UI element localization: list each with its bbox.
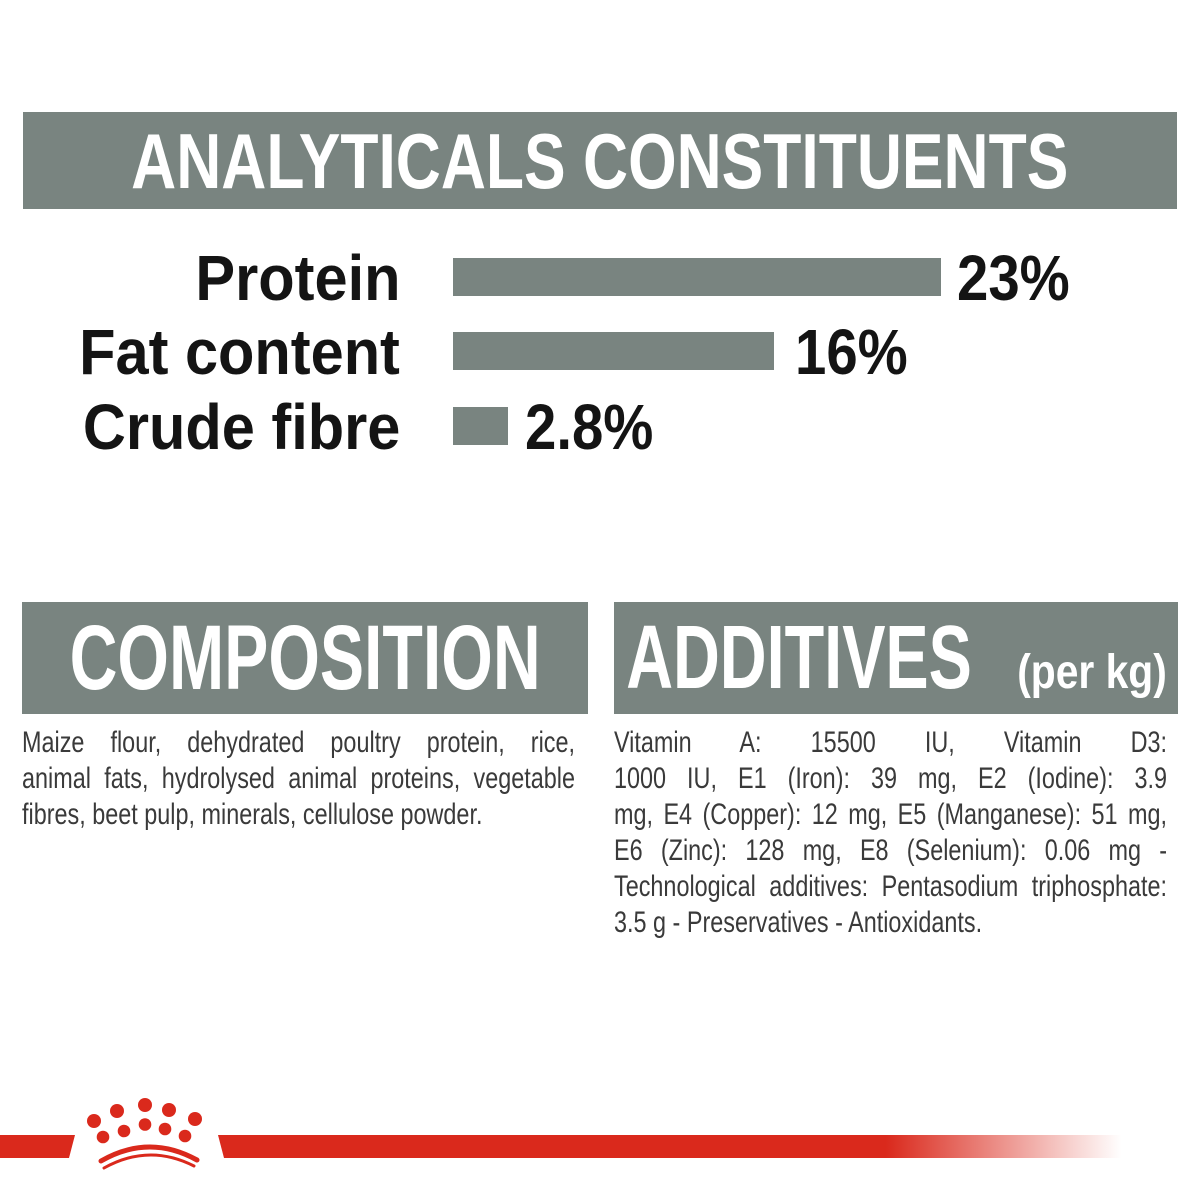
additives-line: Technological additives: Pentasodium triphosphate: <box>614 870 1168 903</box>
composition-band <box>22 602 588 714</box>
chart-value-label: 23% <box>957 242 1070 314</box>
composition-line: Maize flour, dehydrated poultry protein, rice, <box>22 726 576 759</box>
composition-text <box>22 725 575 833</box>
additives-line: 1000 IU, E1 (Iron): 39 mg, E2 (Iodine): 3.9 <box>614 762 1168 795</box>
composition-line: fibres, beet pulp, minerals, cellulose powder. <box>22 798 483 831</box>
analytical-constituents-title: ANALYTICALS CONSTITUENTS <box>131 116 1069 205</box>
additives-line: Vitamin A: 15500 IU, Vitamin D3: <box>614 726 1168 759</box>
additives-band <box>614 602 1178 714</box>
chart-bar <box>453 332 774 370</box>
composition-title: COMPOSITION <box>69 607 541 709</box>
additives-line: E6 (Zinc): 128 mg, E8 (Selenium): 0.06 mg - <box>614 834 1168 867</box>
red-rule-right <box>218 1135 1200 1158</box>
composition-line: animal fats, hydrolysed animal proteins, vegetable <box>22 762 576 795</box>
chart-bar <box>453 258 941 296</box>
additives-title-group <box>625 608 1167 708</box>
additives-line: mg, E4 (Copper): 12 mg, E5 (Manganese): 51 mg, <box>614 798 1168 831</box>
chart-category-label: Crude fibre <box>82 391 400 463</box>
chart-category-label: Fat content <box>79 316 400 388</box>
royal-canin-crown-icon <box>83 1090 207 1174</box>
chart-value-label: 2.8% <box>525 391 654 463</box>
additives-text <box>614 725 1167 941</box>
additives-title-suffix: (per kg) <box>1016 646 1167 699</box>
chart-bar <box>453 407 508 445</box>
chart-category-label: Protein <box>194 242 400 314</box>
additives-line: 3.5 g - Preservatives - Antioxidants. <box>614 906 983 939</box>
red-rule-left <box>0 1135 75 1158</box>
analytical-constituents-band <box>23 112 1177 209</box>
chart-value-label: 16% <box>795 316 908 388</box>
additives-title: ADDITIVES <box>626 608 973 708</box>
